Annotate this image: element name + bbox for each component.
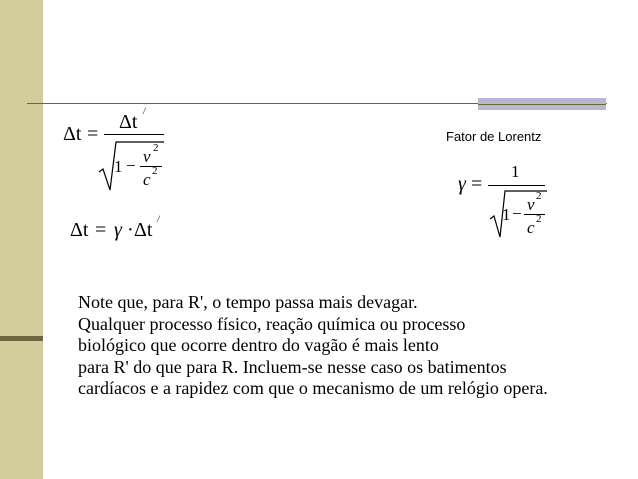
f1-numerator: Δt [119,111,138,133]
sidebar-accent-bar [0,336,43,341]
f1-fraction-bar [104,134,164,135]
f1-c: c [143,170,151,189]
f1-lhs: Δt [63,123,82,145]
note-line: para R' do que para R. Incluem-se nesse caso os batimentos [78,356,507,377]
f2-gamma: γ [114,219,122,241]
f1-inner-fraction-bar [140,166,162,167]
lorentz-one: 1 [502,205,511,224]
lorentz-v: v [527,195,535,214]
f1-v-exponent: 2 [153,142,159,154]
lorentz-v-exponent: 2 [536,190,542,202]
lorentz-label: Fator de Lorentz [446,129,542,144]
f1-equals: = [87,123,99,145]
lorentz-equals: = [471,173,483,195]
title-divider-accent [478,98,606,110]
f2-rhs: Δt [134,219,153,241]
note-line: biológico que ocorre dentro do vagão é mais lento [78,335,439,355]
lorentz-c-exponent: 2 [536,213,542,225]
lorentz-fraction-bar [488,185,545,186]
f2-prime: / [157,214,160,224]
lorentz-inner-fraction-bar [524,214,545,215]
note-line: Qualquer processo físico, reação química ou processo [78,313,466,334]
lorentz-gamma: γ [458,173,466,195]
lorentz-c: c [527,218,535,237]
slide-sidebar-band [0,0,43,479]
note-line: cardíacos e a rapidez com que o mecanismo de um relógio opera. [78,378,548,398]
f1-v: v [143,147,151,166]
f2-lhs: Δt [70,219,89,241]
lorentz-numerator: 1 [511,162,520,181]
f1-one: 1 [114,157,123,176]
f2-equals: = [95,219,107,241]
f2-dot: · [127,219,134,241]
f1-minus: − [126,156,136,175]
f1-c-exponent: 2 [152,165,158,177]
note-line: Note que, para R', o tempo passa mais devagar. [78,292,418,312]
f1-numerator-prime: / [143,106,146,116]
explanation-text [78,292,618,400]
lorentz-minus: − [512,204,522,223]
